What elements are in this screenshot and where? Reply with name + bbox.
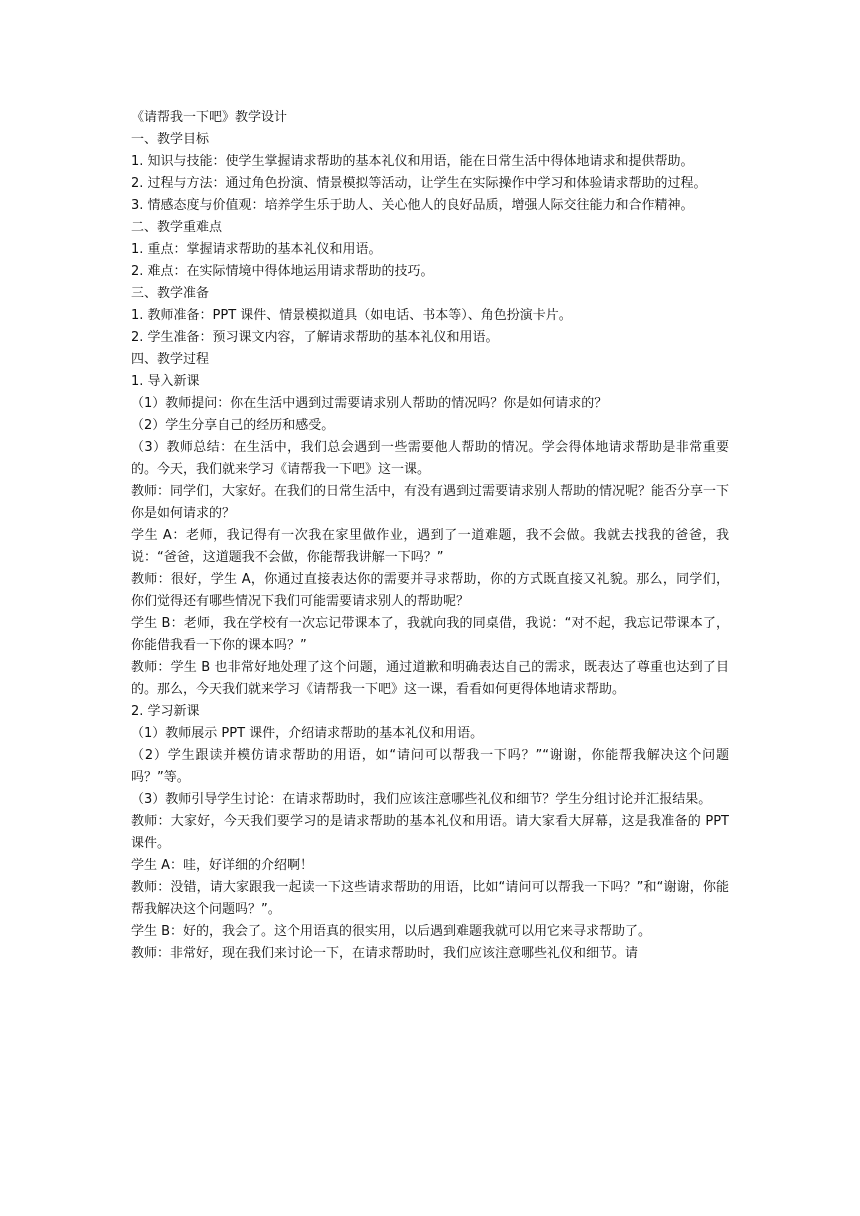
- document-title: 《请帮我一下吧》教学设计: [131, 110, 288, 125]
- paragraph: （2）学生跟读并模仿请求帮助的用语，如“请问可以帮我一下吗？”“谢谢，你能帮我解决这个问题吗？”等。: [131, 748, 729, 785]
- paragraph: 1. 重点：掌握请求帮助的基本礼仪和用语。: [131, 242, 382, 257]
- paragraph: 学生 B：老师，我在学校有一次忘记带课本了，我就向我的同桌借，我说：“对不起，我忘记带课本了，你能借我看一下你的课本吗？”: [131, 616, 729, 653]
- paragraph: 1. 教师准备：PPT 课件、情景模拟道具（如电话、书本等）、角色扮演卡片。: [131, 308, 572, 323]
- paragraph: 2. 难点：在实际情境中得体地运用请求帮助的技巧。: [131, 264, 434, 279]
- heading-objectives: 一、教学目标: [131, 132, 210, 147]
- paragraph: 3. 情感态度与价值观：培养学生乐于助人、关心他人的良好品质，增强人际交往能力和合作精神。: [131, 198, 694, 213]
- paragraph: （1）教师提问：你在生活中遇到过需要请求别人帮助的情况吗？你是如何请求的？: [131, 396, 608, 411]
- paragraph: 教师：非常好，现在我们来讨论一下，在请求帮助时，我们应该注意哪些礼仪和细节。请: [131, 946, 639, 961]
- paragraph: 2. 过程与方法：通过角色扮演、情景模拟等活动，让学生在实际操作中学习和体验请求帮助的过程。: [131, 176, 707, 191]
- paragraph: （2）学生分享自己的经历和感受。: [131, 418, 335, 433]
- paragraph: 教师：大家好，今天我们要学习的是请求帮助的基本礼仪和用语。请大家看大屏幕，这是我准备的 PPT 课件。: [131, 814, 729, 851]
- paragraph: （1）教师展示 PPT 课件，介绍请求帮助的基本礼仪和用语。: [131, 726, 484, 741]
- subheading: 2. 学习新课: [131, 704, 200, 719]
- paragraph: 1. 知识与技能：使学生掌握请求帮助的基本礼仪和用语，能在日常生活中得体地请求和提供帮助。: [131, 154, 694, 169]
- heading-key-points: 二、教学重难点: [131, 220, 223, 235]
- document-page: [131, 107, 729, 965]
- paragraph: 学生 A：老师，我记得有一次我在家里做作业，遇到了一道难题，我不会做。我就去找我的爸爸，我说：“爸爸，这道题我不会做，你能帮我讲解一下吗？”: [131, 528, 729, 565]
- subheading: 1. 导入新课: [131, 374, 200, 389]
- paragraph: （3）教师总结：在生活中，我们总会遇到一些需要他人帮助的情况。学会得体地请求帮助是非常重要的。今天，我们就来学习《请帮我一下吧》这一课。: [131, 440, 729, 477]
- paragraph: （3）教师引导学生讨论：在请求帮助时，我们应该注意哪些礼仪和细节？学生分组讨论并汇报结果。: [131, 792, 712, 807]
- paragraph: 学生 A：哇，好详细的介绍啊！: [131, 858, 314, 873]
- heading-process: 四、教学过程: [131, 352, 210, 367]
- paragraph: 教师：没错，请大家跟我一起读一下这些请求帮助的用语，比如“请问可以帮我一下吗？”和“谢谢，你能帮我解决这个问题吗？”。: [131, 880, 729, 917]
- paragraph: 学生 B：好的，我会了。这个用语真的很实用，以后遇到难题我就可以用它来寻求帮助了。: [131, 924, 652, 939]
- paragraph: 教师：很好，学生 A，你通过直接表达你的需要并寻求帮助，你的方式既直接又礼貌。那么，同学们，你们觉得还有哪些情况下我们可能需要请求别人的帮助呢？: [131, 572, 729, 609]
- paragraph: 教师：同学们，大家好。在我们的日常生活中，有没有遇到过需要请求别人帮助的情况呢？能否分享一下你是如何请求的？: [131, 484, 730, 521]
- paragraph: 2. 学生准备：预习课文内容，了解请求帮助的基本礼仪和用语。: [131, 330, 499, 345]
- heading-preparation: 三、教学准备: [131, 286, 210, 301]
- paragraph: 教师：学生 B 也非常好地处理了这个问题，通过道歉和明确表达自己的需求，既表达了尊重也达到了目的。那么，今天我们就来学习《请帮我一下吧》这一课，看看如何更得体地请求帮助。: [131, 660, 729, 697]
